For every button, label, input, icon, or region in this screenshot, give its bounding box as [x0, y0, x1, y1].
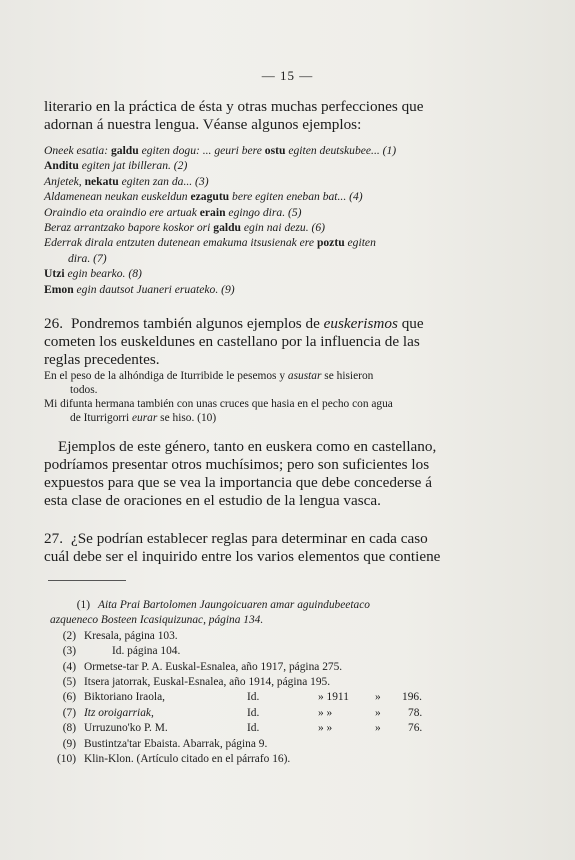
footnote: (3) Id. página 104.	[62, 645, 181, 658]
footnote: (4) Ormetse-tar P. A. Euskal-Esnalea, año 1917, página 275.	[62, 660, 343, 673]
footnote: (10) Klin-Klon. (Artículo citado en el párrafo 16).	[57, 752, 291, 765]
castellano-line: Mi difunta hermana también con unas cruces que hasia en el pecho con agua	[44, 398, 393, 410]
body-paragraph	[44, 438, 534, 510]
footnote: (5) Itsera jatorrak, Euskal-Esnalea, año 1914, página 195.	[62, 675, 331, 688]
example-line: Beraz arrantzako bapore koskor ori galdu egin nai dezu. (6)	[44, 221, 326, 235]
castellano-examples	[44, 369, 534, 425]
footnote: (6) Biktoriano Iraola, Id. » 1911 » 196.	[62, 691, 422, 704]
paragraph-26	[44, 315, 534, 369]
basque-examples	[44, 143, 534, 297]
paragraph-line: reglas precedentes.	[44, 351, 160, 368]
footnotes	[50, 598, 540, 767]
footnote: (2) Kresala, página 103.	[62, 629, 178, 642]
footnote-divider	[48, 580, 126, 581]
example-line: Oneek esatia: galdu egiten dogu: ... geuri bere ostu egiten deutskubee... (1)	[44, 144, 397, 157]
footnote: (7) Itz oroigarriak, Id. » » » 78.	[62, 706, 423, 719]
paragraph-number: 27.	[44, 530, 63, 547]
paragraph-line: cuál debe ser el inquirido entre los varios elementos que contiene	[44, 548, 441, 565]
paragraph-line: cometen los euskeldunes en castellano por la influencia de las	[44, 333, 420, 350]
intro-paragraph	[44, 98, 534, 134]
example-line: Emon egin dautsot Juaneri eruateko. (9)	[44, 282, 235, 296]
castellano-line: de Iturrigorri eurar se hiso. (10)	[70, 412, 217, 424]
paragraph-line: Ejemplos de este género, tanto en euskera como en castellano,	[58, 438, 437, 455]
footnote: (8) Urruzuno'ko P. M. Id. » » » 76.	[62, 722, 423, 735]
example-line: Anjetek, nekatu egiten zan da... (3)	[44, 174, 209, 188]
example-line: Anditu egiten jat ibilleran. (2)	[44, 159, 188, 173]
page-number: — 15 —	[261, 68, 314, 83]
footnote: (9) Bustintza'tar Ebaista. Abarrak, página 9.	[62, 737, 268, 750]
castellano-line: todos.	[70, 384, 98, 396]
footnote: azquenеco Bosteen Icasiquizunac, página 134.	[50, 614, 264, 627]
paragraph-number: 26.	[44, 315, 63, 332]
paragraph-27	[44, 530, 534, 566]
castellano-line: En el peso de la alhóndiga de Iturribide le pesemos y asustar se hisieron	[44, 370, 374, 382]
example-line: Utzi egin bearko. (8)	[44, 267, 142, 281]
paragraph-line: 27. ¿Se podrían establecer reglas para determinar en cada caso	[44, 530, 428, 547]
intro-line: adornan á nuestra lengua. Véanse algunos ejemplos:	[44, 116, 362, 133]
footnote: (1) Aita Prai Bartolomen Jaungoicuaren amar aguindubeetaco	[76, 599, 370, 611]
paragraph-line: 26. Pondremos también algunos ejemplos de euskerismos que	[44, 315, 424, 332]
intro-line: literario en la práctica de ésta y otras muchas perfecciones que	[44, 98, 424, 115]
example-line: Oraindio eta oraindio ere artuak erain egingo dira. (5)	[44, 205, 302, 219]
paragraph-line: podríamos presentar otros muchísimos; pero son suficientes los	[44, 456, 430, 473]
example-line: Ederrak dirala entzuten dutenean emakuma itsusienak ere poztu egiten	[44, 236, 376, 250]
example-line: Aldamenean neukan euskeldun ezagutu bere egiten eneban bat... (4)	[44, 190, 363, 204]
example-line: dira. (7)	[68, 251, 107, 265]
paragraph-line: expuestos para que se vea la importancia que debe concederse á	[44, 474, 432, 491]
paragraph-line: esta clase de oraciones en el estudio de la lengua vasca.	[44, 492, 381, 509]
